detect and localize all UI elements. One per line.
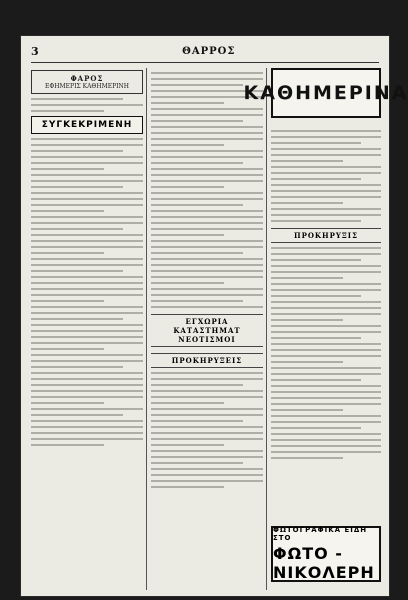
- masthead: ΘΑΡΡΟΣ: [182, 45, 236, 57]
- text-area: [269, 126, 383, 463]
- article-body: [151, 72, 263, 308]
- section-subtitle: ΠΡΟΚΗΡΥΞΙΣ: [271, 228, 381, 243]
- text-block: [31, 98, 143, 112]
- ad-line-1: ΦΩΤΟΓΡΑΦΙΚΑ ΕΙΔΗ ΣΤΟ: [273, 526, 368, 542]
- newspaper-page: [21, 36, 408, 596]
- section-masthead-title: ΚΑΘΗΜΕΡΙΝΑ: [243, 82, 408, 104]
- article-body: [31, 138, 143, 446]
- section-title: ΕΓΧΩΡΙΑ ΚΑΤΑΣΤΗΜΑΤ ΝΕΟΤΙΣΜΟΙ: [151, 314, 263, 347]
- section-subtitle: ΠΡΟΚΗΡΥΞΕΙΣ: [151, 353, 263, 368]
- section-masthead: [243, 68, 408, 118]
- column-1: [29, 68, 145, 592]
- page-number: 3: [31, 44, 39, 58]
- column-rule: [146, 68, 147, 590]
- column-rule: [266, 68, 267, 590]
- page-header: [31, 40, 379, 63]
- column-2: [149, 68, 265, 592]
- advertisement-box: [271, 526, 381, 582]
- article-body: [151, 372, 263, 488]
- box-subtitle: ΕΦΗΜΕΡΙΣ ΚΑΘΗΜΕΡΙΝΗ: [45, 83, 129, 90]
- boxed-notice: [31, 70, 143, 94]
- section-banner: ΣΥΓΚΕΚΡΙΜΕΝΗ: [31, 116, 143, 134]
- ad-line-2: ΦΩΤΟ - ΝΙΚΟΛΕΡΗ: [273, 544, 375, 582]
- column-3: [243, 68, 408, 592]
- box-title: ΦΑΡΟΣ: [70, 74, 104, 83]
